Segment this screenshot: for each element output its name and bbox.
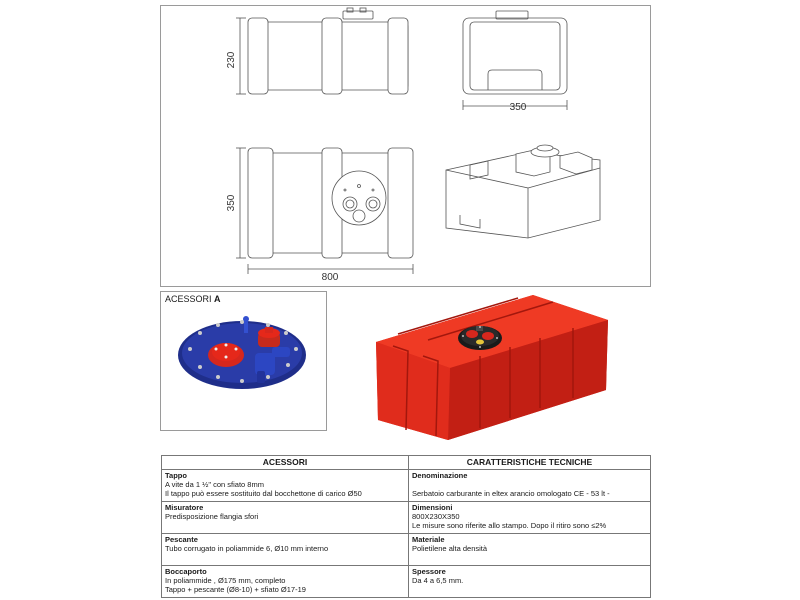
table-row (162, 470, 651, 502)
cell-title: Pescante (165, 535, 198, 544)
specs-table (161, 455, 651, 598)
cell-tappo (162, 470, 409, 502)
cell-line: In poliammide , Ø175 mm, completo (165, 576, 286, 585)
cell-spessore (409, 566, 651, 598)
header-accessori: ACESSORI (162, 456, 409, 470)
cell-title: Spessore (412, 567, 446, 576)
side-view (236, 8, 408, 94)
cell-materiale (409, 534, 651, 566)
cell-line: Polietilene alta densità (412, 544, 488, 553)
cell-misuratore (162, 502, 409, 534)
cell-line: A vite da 1 ½" con sfiato 8mm (165, 480, 264, 489)
cell-line: Serbatoio carburante in eltex arancio omologato CE - 53 lt - (412, 489, 610, 498)
isometric-view (446, 145, 600, 238)
dim-width: 350 (509, 102, 527, 113)
cell-denominazione (409, 470, 651, 502)
table-row (162, 566, 651, 598)
cell-title: Materiale (412, 535, 445, 544)
cell-line: 800X230X350 (412, 512, 460, 521)
cell-dimensioni (409, 502, 651, 534)
top-view (236, 148, 413, 274)
cell-line (412, 480, 647, 489)
dim-length: 800 (321, 272, 339, 283)
cell-line: Tappo + pescante (Ø8-10) + sfiato Ø17-19 (165, 585, 306, 594)
table-row (162, 502, 651, 534)
tank-photo (368, 290, 618, 450)
table-row (162, 534, 651, 566)
table-header-row (162, 456, 651, 470)
cell-line: Le misure sono riferite allo stampo. Dopo il ritiro sono ≤2% (412, 521, 607, 530)
cell-boccaporto (162, 566, 409, 598)
end-view (463, 11, 567, 110)
accessori-label: ACESSORI A (165, 294, 221, 304)
dim-height: 230 (226, 51, 237, 69)
cell-line: Da 4 a 6,5 mm. (412, 576, 464, 585)
cell-line: Il tappo può essere sostituito dal bocchettone di carico Ø50 (165, 489, 362, 498)
cell-line: Predisposizione flangia sfori (165, 512, 259, 521)
cell-title: Tappo (165, 471, 187, 480)
header-caratteristiche: CARATTERISTICHE TECNICHE (409, 456, 651, 470)
cell-title: Misuratore (165, 503, 204, 512)
cell-title: Dimensioni (412, 503, 453, 512)
accessori-photo (160, 305, 327, 425)
cell-pescante (162, 534, 409, 566)
cell-title: Boccaporto (165, 567, 207, 576)
dim-depth: 350 (226, 194, 237, 212)
cell-title: Denominazione (412, 471, 468, 480)
cell-line: Tubo corrugato in poliammide 6, Ø10 mm interno (165, 544, 329, 553)
